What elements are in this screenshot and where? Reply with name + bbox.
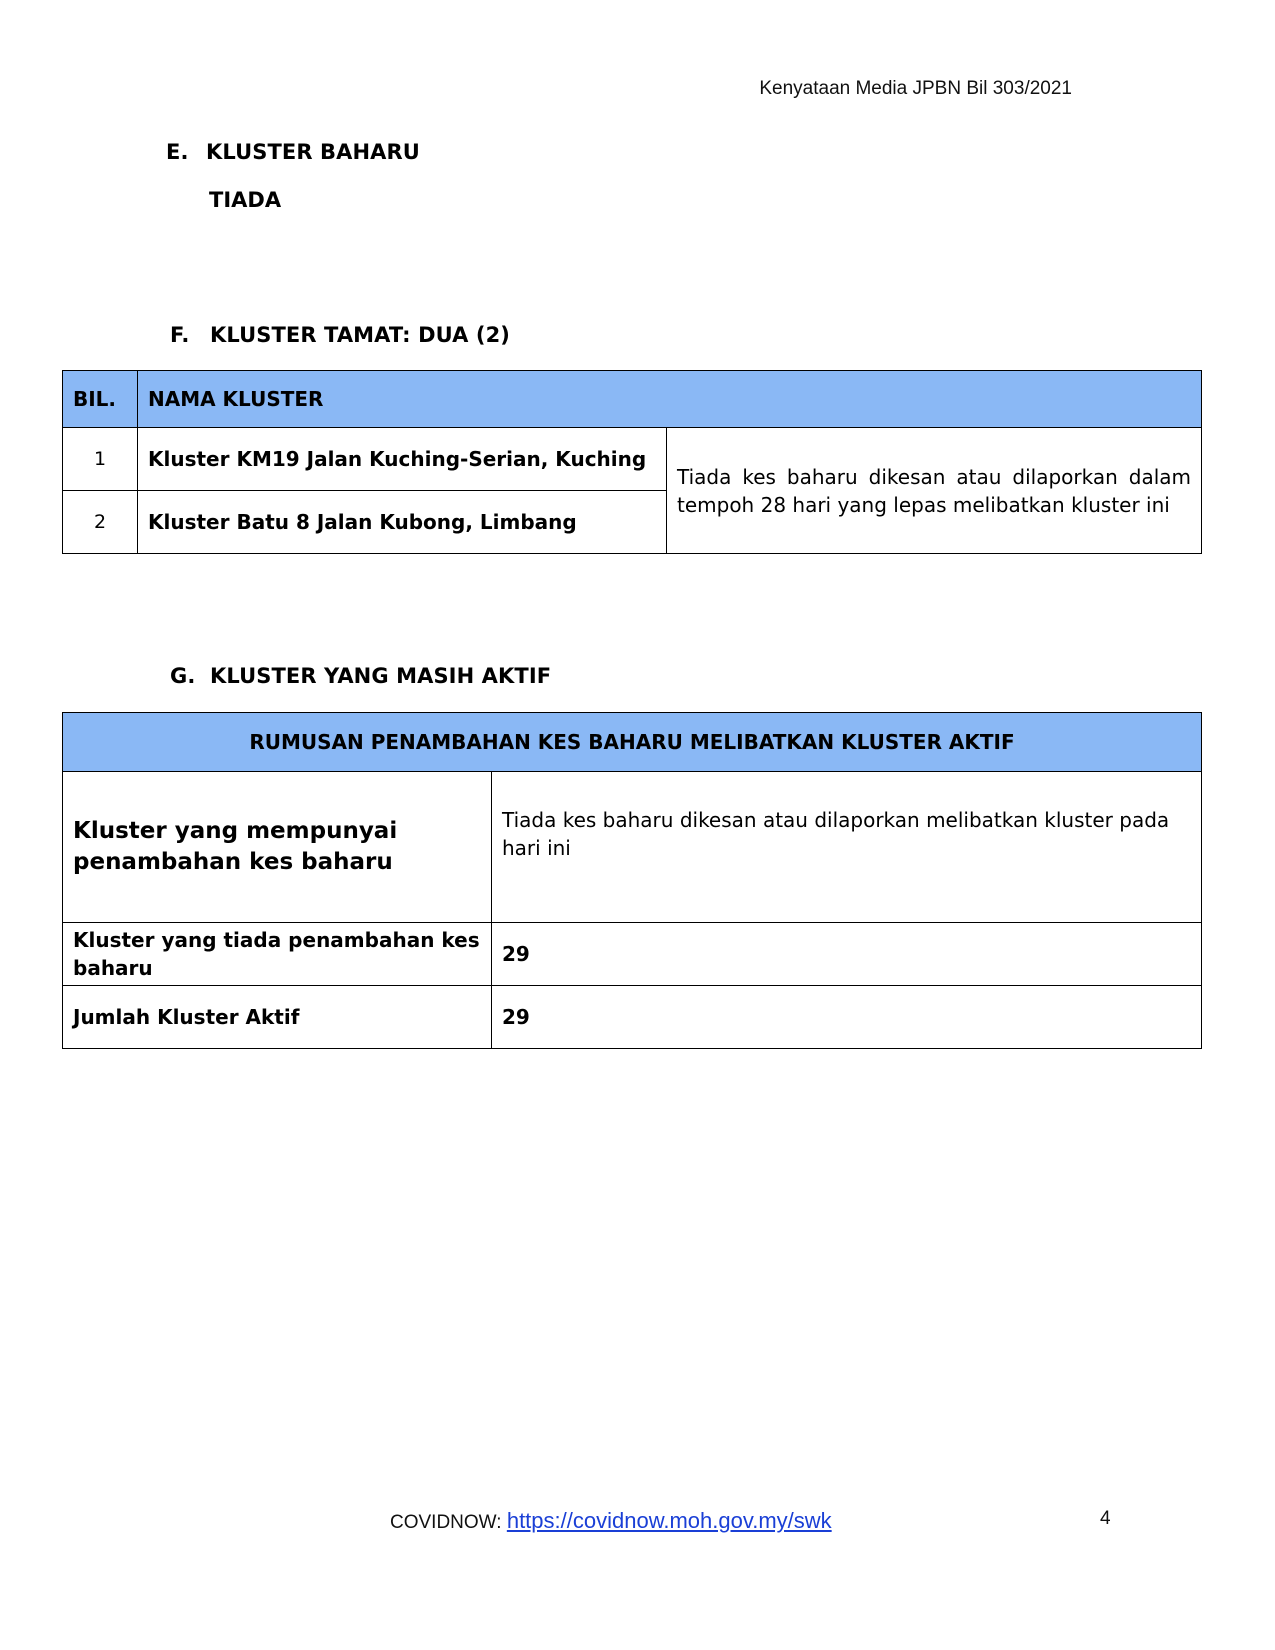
table-row [63, 923, 1202, 986]
section-g-heading [170, 664, 551, 688]
footer-prefix: COVIDNOW: [390, 1512, 502, 1533]
section-g-title: KLUSTER YANG MASIH AKTIF [210, 664, 552, 688]
summary-header: RUMUSAN PENAMBAHAN KES BAHARU MELIBATKAN KLUSTER AKTIF [63, 713, 1202, 772]
cluster-name: Kluster KM19 Jalan Kuching-Serian, Kuching [138, 428, 667, 491]
section-e-letter: E. [166, 140, 189, 164]
active-clusters-table [62, 712, 1202, 1049]
section-f-letter: F. [170, 323, 190, 347]
section-f-heading [170, 323, 510, 347]
table-row [63, 986, 1202, 1049]
header-bil: BIL. [63, 371, 138, 428]
page-number: 4 [1100, 1508, 1111, 1529]
row-label: Jumlah Kluster Aktif [63, 986, 492, 1049]
cluster-name: Kluster Batu 8 Jalan Kubong, Limbang [138, 491, 667, 554]
footer [390, 1508, 832, 1534]
ended-clusters-table [62, 370, 1202, 554]
section-g-letter: G. [170, 664, 196, 688]
document-reference: Kenyataan Media JPBN Bil 303/2021 [759, 78, 1072, 99]
section-f-title: KLUSTER TAMAT: DUA (2) [210, 323, 510, 347]
row-value: 29 [492, 923, 1202, 986]
row-number: 1 [63, 428, 138, 491]
covidnow-link[interactable]: https://covidnow.moh.gov.my/swk [506, 1508, 832, 1533]
section-e-heading [166, 140, 420, 164]
section-e-status: TIADA [209, 188, 282, 212]
table-header-row [63, 371, 1202, 428]
row-value: 29 [492, 986, 1202, 1049]
table-header-row [63, 713, 1202, 772]
table-row [63, 428, 1202, 491]
row-label: Kluster yang mempunyai penambahan kes baharu [63, 772, 492, 923]
row-number: 2 [63, 491, 138, 554]
header-nama-kluster: NAMA KLUSTER [138, 371, 1202, 428]
table-row [63, 772, 1202, 923]
row-value: Tiada kes baharu dikesan atau dilaporkan melibatkan kluster pada hari ini [492, 772, 1202, 923]
section-e-title: KLUSTER BAHARU [206, 140, 420, 164]
row-label: Kluster yang tiada penambahan kes baharu [63, 923, 492, 986]
cluster-ended-note: Tiada kes baharu dikesan atau dilaporkan dalam tempoh 28 hari yang lepas melibatkan kluster ini [667, 428, 1202, 554]
